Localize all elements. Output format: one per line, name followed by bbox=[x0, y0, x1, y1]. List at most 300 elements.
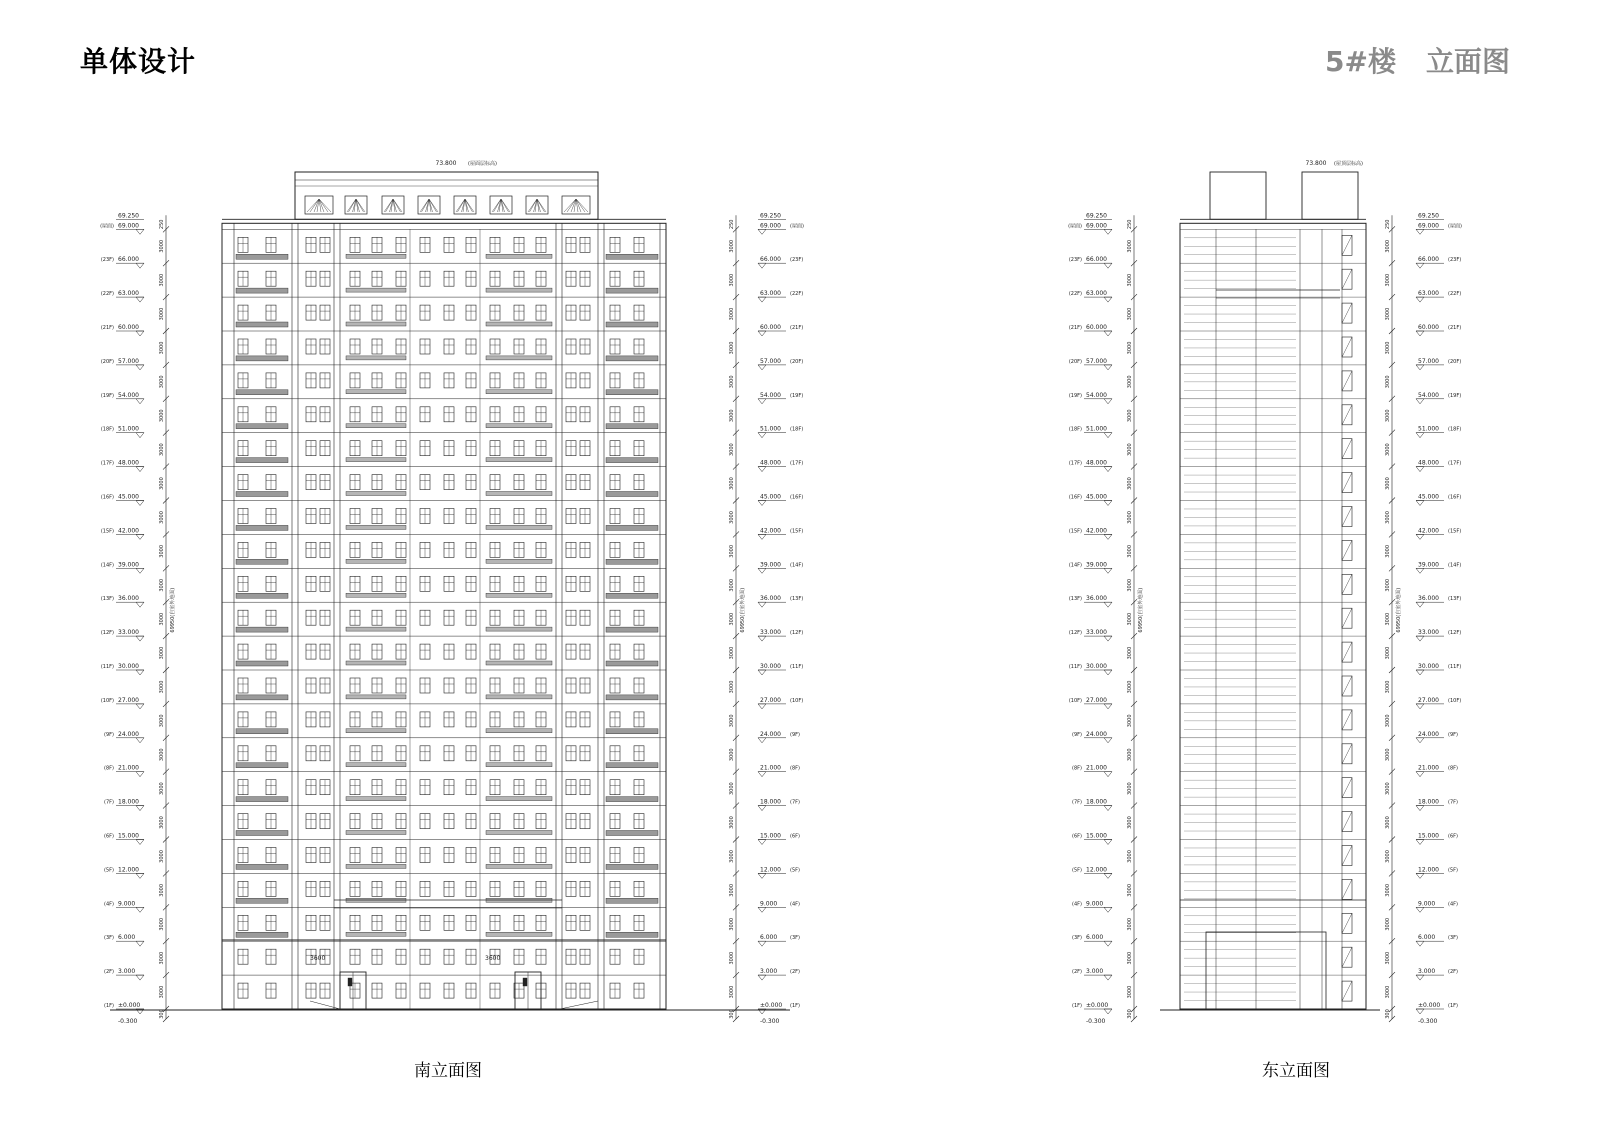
level-floor: (12F) bbox=[100, 630, 114, 637]
level-floor: (7F) bbox=[1448, 799, 1458, 806]
floor-height-dimension: 3000 bbox=[1127, 782, 1133, 796]
floor-height-dimension: 3000 bbox=[1127, 477, 1133, 490]
floor-height-dimension: 3000 bbox=[1385, 680, 1391, 694]
floor-height-dimension: 3000 bbox=[1127, 917, 1133, 931]
balcony-rail bbox=[236, 356, 288, 361]
floor-height-dimension: 3000 bbox=[1385, 443, 1391, 457]
balcony-rail bbox=[486, 593, 552, 597]
level-marker bbox=[136, 433, 144, 438]
balcony-rail bbox=[606, 729, 658, 734]
level-floor: (12F) bbox=[1068, 630, 1082, 637]
level-marker bbox=[758, 467, 766, 472]
level-floor: (23F) bbox=[1068, 257, 1082, 264]
level-elevation: 66.000 bbox=[118, 256, 139, 264]
level-elevation: 54.000 bbox=[1086, 391, 1107, 399]
balcony-rail bbox=[346, 288, 406, 292]
level-floor: (20F) bbox=[790, 358, 804, 365]
crown-vent bbox=[454, 196, 476, 214]
base-height-dimension: 300 bbox=[159, 1009, 165, 1019]
ramp bbox=[560, 1001, 598, 1009]
level-marker bbox=[1104, 738, 1112, 743]
balcony-rail bbox=[486, 559, 552, 563]
balcony-rail bbox=[346, 831, 406, 835]
level-marker bbox=[758, 670, 766, 675]
level-elevation: 66.000 bbox=[1086, 256, 1107, 264]
level-marker bbox=[758, 602, 766, 607]
level-floor: (20F) bbox=[100, 358, 114, 365]
total-height-dimension: 69950(自室外地面) bbox=[740, 587, 746, 633]
floor-height-dimension: 3000 bbox=[1385, 273, 1391, 287]
level-marker bbox=[1104, 840, 1112, 845]
level-elevation: 30.000 bbox=[1086, 663, 1107, 670]
level-floor: (17F) bbox=[1068, 460, 1082, 467]
floor-height-dimension: 3000 bbox=[1385, 646, 1391, 660]
level-elevation: 9.000 bbox=[118, 900, 136, 908]
floor-height-dimension: 3000 bbox=[159, 816, 165, 829]
floor-height-dimension: 3000 bbox=[1385, 850, 1391, 863]
vent-hatch bbox=[576, 199, 585, 212]
east-window-diagonal bbox=[1342, 879, 1352, 899]
level-marker bbox=[1416, 975, 1424, 980]
crown-vent bbox=[490, 196, 512, 214]
balcony-rail bbox=[346, 424, 406, 428]
parapet-elevation: 69.250 bbox=[1086, 212, 1107, 220]
level-floor: (15F) bbox=[790, 528, 804, 535]
level-floor: (21F) bbox=[790, 325, 804, 331]
level-floor: (9F) bbox=[104, 731, 114, 738]
level-elevation: 48.000 bbox=[118, 459, 139, 467]
section-title: 单体设计 bbox=[80, 45, 197, 78]
level-elevation: 63.000 bbox=[1418, 290, 1439, 298]
level-marker bbox=[1104, 365, 1112, 370]
level-marker bbox=[1104, 907, 1112, 912]
level-floor: (15F) bbox=[100, 528, 114, 535]
level-floor: (22F) bbox=[1448, 291, 1462, 298]
level-marker bbox=[1104, 433, 1112, 438]
level-floor: (13F) bbox=[790, 596, 804, 603]
level-marker bbox=[136, 534, 144, 539]
level-marker bbox=[1416, 297, 1424, 302]
total-height-dimension: 69950(自室外地面) bbox=[1138, 587, 1144, 633]
floor-height-dimension: 3000 bbox=[1127, 612, 1133, 626]
level-elevation: 24.000 bbox=[1418, 730, 1439, 738]
south-top-elevation: 73.800 bbox=[435, 160, 457, 167]
level-floor: (4F) bbox=[1072, 901, 1082, 908]
level-marker bbox=[1416, 704, 1424, 709]
balcony-rail bbox=[606, 288, 658, 293]
level-elevation: 30.000 bbox=[1418, 663, 1439, 670]
balcony-rail bbox=[236, 458, 288, 463]
south-top-note: (屋面层标高) bbox=[468, 161, 497, 167]
balcony-rail bbox=[486, 864, 552, 868]
balcony-rail bbox=[486, 356, 552, 360]
level-elevation: ±0.000 bbox=[1086, 1002, 1109, 1009]
level-floor: (16F) bbox=[790, 494, 804, 501]
east-window-diagonal bbox=[1342, 405, 1352, 425]
level-marker bbox=[136, 941, 144, 946]
east-window-diagonal bbox=[1342, 473, 1352, 493]
level-marker bbox=[758, 501, 766, 506]
level-floor: (屋面) bbox=[1068, 223, 1082, 230]
level-floor: (18F) bbox=[790, 426, 804, 433]
parapet-height-dimension: 250 bbox=[729, 219, 735, 230]
level-marker bbox=[1416, 263, 1424, 268]
floor-height-dimension: 3000 bbox=[1127, 850, 1133, 863]
level-floor: (21F) bbox=[100, 325, 114, 331]
level-floor: (11F) bbox=[100, 664, 114, 670]
dimension-annotations bbox=[100, 212, 1462, 1025]
level-elevation: 45.000 bbox=[760, 493, 781, 501]
level-floor: (2F) bbox=[1448, 969, 1458, 976]
level-elevation: 63.000 bbox=[1086, 290, 1107, 298]
balcony-rail bbox=[236, 729, 288, 734]
vent-hatch bbox=[319, 199, 324, 212]
level-floor: (23F) bbox=[1448, 257, 1462, 264]
level-floor: (1F) bbox=[1072, 1003, 1082, 1009]
floor-height-dimension: 3000 bbox=[159, 714, 165, 728]
balcony-rail bbox=[606, 797, 658, 802]
floor-height-dimension: 3000 bbox=[159, 511, 165, 524]
level-floor: (3F) bbox=[104, 935, 114, 942]
floor-height-dimension: 3000 bbox=[1127, 985, 1133, 999]
level-elevation: 18.000 bbox=[760, 798, 781, 806]
balcony-rail bbox=[236, 831, 288, 836]
floor-height-dimension: 3000 bbox=[729, 646, 735, 660]
balcony-rail bbox=[606, 932, 658, 937]
level-elevation: 39.000 bbox=[1086, 561, 1107, 569]
floor-height-dimension: 3000 bbox=[1385, 307, 1391, 321]
balcony-rail bbox=[236, 254, 288, 259]
level-marker bbox=[758, 636, 766, 641]
level-elevation: 66.000 bbox=[1418, 256, 1439, 264]
level-floor: (9F) bbox=[790, 731, 800, 738]
level-marker bbox=[136, 297, 144, 302]
floor-height-dimension: 3000 bbox=[1127, 646, 1133, 660]
level-floor: (15F) bbox=[1448, 528, 1462, 535]
balcony-rail bbox=[606, 695, 658, 700]
balcony-rail bbox=[486, 627, 552, 631]
level-floor: (1F) bbox=[790, 1003, 800, 1009]
level-marker bbox=[1416, 873, 1424, 878]
level-floor: (12F) bbox=[790, 630, 804, 637]
balcony-rail bbox=[486, 492, 552, 496]
balcony-rail bbox=[606, 898, 658, 903]
level-marker bbox=[136, 840, 144, 845]
floor-height-dimension: 3000 bbox=[1385, 917, 1391, 931]
level-marker bbox=[1104, 331, 1112, 336]
floor-height-dimension: 3000 bbox=[729, 850, 735, 863]
level-marker bbox=[1104, 263, 1112, 268]
floor-height-dimension: 3000 bbox=[159, 578, 165, 592]
floor-height-dimension: 3000 bbox=[1127, 883, 1133, 897]
level-elevation: 69.000 bbox=[760, 222, 781, 230]
floor-height-dimension: 3000 bbox=[159, 951, 165, 965]
level-marker bbox=[1416, 568, 1424, 573]
level-elevation: 27.000 bbox=[1086, 696, 1107, 704]
floor-height-dimension: 3000 bbox=[1127, 443, 1133, 457]
level-floor: (7F) bbox=[104, 799, 114, 806]
floor-height-dimension: 3000 bbox=[159, 544, 165, 558]
balcony-rail bbox=[346, 356, 406, 360]
level-marker bbox=[1416, 365, 1424, 370]
level-marker bbox=[758, 941, 766, 946]
level-floor: (10F) bbox=[1068, 697, 1082, 704]
level-floor: (17F) bbox=[100, 460, 114, 467]
vent-hatch bbox=[319, 199, 328, 212]
floor-height-dimension: 3000 bbox=[159, 883, 165, 897]
floor-height-dimension: 3000 bbox=[729, 951, 735, 965]
entrance-arrow bbox=[523, 978, 527, 986]
level-floor: (4F) bbox=[104, 901, 114, 908]
level-elevation: 39.000 bbox=[118, 561, 139, 569]
level-floor: (10F) bbox=[100, 697, 114, 704]
crown-vent bbox=[345, 196, 367, 214]
level-elevation: 39.000 bbox=[1418, 561, 1439, 569]
level-elevation: 18.000 bbox=[1418, 798, 1439, 806]
level-elevation: 15.000 bbox=[1086, 832, 1107, 840]
level-marker bbox=[1416, 907, 1424, 912]
level-marker bbox=[1104, 975, 1112, 980]
floor-height-dimension: 3000 bbox=[1127, 816, 1133, 829]
floor-height-dimension: 3000 bbox=[729, 612, 735, 626]
level-marker bbox=[1104, 704, 1112, 709]
level-floor: (9F) bbox=[1448, 731, 1458, 738]
east-window-diagonal bbox=[1342, 981, 1352, 1001]
level-marker bbox=[136, 399, 144, 404]
level-elevation: 60.000 bbox=[118, 324, 139, 331]
level-elevation: 9.000 bbox=[1418, 900, 1436, 908]
balcony-rail bbox=[346, 254, 406, 258]
balcony-rail bbox=[346, 797, 406, 801]
base-height-dimension: 300 bbox=[1385, 1009, 1391, 1019]
level-elevation: 57.000 bbox=[1086, 357, 1107, 365]
floor-height-dimension: 3000 bbox=[1127, 578, 1133, 592]
balcony-rail bbox=[486, 254, 552, 258]
level-marker bbox=[1416, 467, 1424, 472]
level-floor: (19F) bbox=[790, 392, 804, 399]
level-elevation: 15.000 bbox=[760, 832, 781, 840]
east-window-diagonal bbox=[1342, 676, 1352, 696]
balcony-rail bbox=[346, 593, 406, 597]
balcony-rail bbox=[236, 288, 288, 293]
level-marker bbox=[1104, 229, 1112, 234]
level-marker bbox=[1416, 602, 1424, 607]
level-floor: (20F) bbox=[1448, 358, 1462, 365]
floor-height-dimension: 3000 bbox=[159, 782, 165, 796]
level-marker bbox=[758, 704, 766, 709]
entrance-dimension: 3600 bbox=[310, 955, 326, 962]
level-elevation: 42.000 bbox=[1086, 527, 1107, 535]
floor-height-dimension: 3000 bbox=[1385, 985, 1391, 999]
balcony-rail bbox=[606, 390, 658, 395]
floor-height-dimension: 3000 bbox=[729, 985, 735, 999]
vent-hatch bbox=[310, 199, 319, 212]
floor-height-dimension: 3000 bbox=[1127, 714, 1133, 728]
floor-height-dimension: 3000 bbox=[729, 307, 735, 321]
east-window-diagonal bbox=[1342, 812, 1352, 832]
level-marker bbox=[758, 975, 766, 980]
level-floor: (18F) bbox=[1448, 426, 1462, 433]
level-elevation: 66.000 bbox=[760, 256, 781, 264]
level-elevation: 54.000 bbox=[1418, 391, 1439, 399]
level-marker bbox=[136, 229, 144, 234]
entrance-arrow bbox=[348, 978, 352, 986]
balcony-rail bbox=[486, 458, 552, 462]
balcony-rail bbox=[346, 763, 406, 767]
balcony-rail bbox=[606, 424, 658, 429]
level-marker bbox=[1416, 738, 1424, 743]
level-elevation: 57.000 bbox=[760, 357, 781, 365]
base-height-dimension: 300 bbox=[1127, 1009, 1133, 1019]
level-marker bbox=[136, 365, 144, 370]
level-elevation: 6.000 bbox=[760, 934, 778, 942]
balcony-rail bbox=[606, 356, 658, 361]
parapet-elevation: 69.250 bbox=[760, 212, 781, 220]
level-marker bbox=[1104, 941, 1112, 946]
floor-height-dimension: 3000 bbox=[1127, 511, 1133, 524]
east-window-diagonal bbox=[1342, 337, 1352, 357]
floor-height-dimension: 3000 bbox=[729, 782, 735, 796]
level-elevation: 45.000 bbox=[118, 493, 139, 501]
level-marker bbox=[136, 704, 144, 709]
level-marker bbox=[758, 297, 766, 302]
floor-height-dimension: 3000 bbox=[729, 375, 735, 389]
level-floor: (1F) bbox=[1448, 1003, 1458, 1009]
balcony-rail bbox=[346, 695, 406, 699]
level-elevation: 6.000 bbox=[118, 934, 136, 942]
level-marker bbox=[758, 365, 766, 370]
parapet-elevation: 69.250 bbox=[1418, 212, 1439, 220]
level-marker bbox=[758, 263, 766, 268]
level-marker bbox=[1104, 873, 1112, 878]
level-elevation: 54.000 bbox=[760, 391, 781, 399]
level-elevation: 39.000 bbox=[760, 561, 781, 569]
level-floor: (19F) bbox=[1448, 392, 1462, 399]
level-floor: (9F) bbox=[1072, 731, 1082, 738]
level-marker bbox=[1104, 1009, 1112, 1014]
level-elevation: 51.000 bbox=[1418, 425, 1439, 433]
balcony-rail bbox=[236, 492, 288, 497]
balcony-rail bbox=[236, 322, 288, 327]
level-elevation: 12.000 bbox=[760, 866, 781, 874]
floor-height-dimension: 3000 bbox=[159, 239, 165, 253]
floor-height-dimension: 3000 bbox=[729, 511, 735, 524]
base-height-dimension: 300 bbox=[729, 1009, 735, 1019]
level-floor: (14F) bbox=[100, 562, 114, 569]
balcony-rail bbox=[236, 559, 288, 564]
parapet-elevation: 69.250 bbox=[118, 212, 139, 220]
building-label: 5#楼 bbox=[1325, 45, 1396, 78]
base-elevation: -0.300 bbox=[118, 1018, 138, 1025]
balcony-rail bbox=[236, 695, 288, 700]
level-elevation: 51.000 bbox=[118, 425, 139, 433]
balcony-rail bbox=[236, 390, 288, 395]
level-marker bbox=[1416, 331, 1424, 336]
level-elevation: 15.000 bbox=[118, 832, 139, 840]
level-elevation: 45.000 bbox=[1418, 493, 1439, 501]
balcony-rail bbox=[486, 424, 552, 428]
level-marker bbox=[1104, 534, 1112, 539]
level-elevation: 60.000 bbox=[1086, 324, 1107, 331]
floor-height-dimension: 3000 bbox=[1127, 748, 1133, 762]
balcony-rail bbox=[346, 661, 406, 665]
level-floor: (12F) bbox=[1448, 630, 1462, 637]
east-window-diagonal bbox=[1342, 947, 1352, 967]
floor-height-dimension: 3000 bbox=[1385, 782, 1391, 796]
balcony-rail bbox=[486, 932, 552, 936]
floor-height-dimension: 3000 bbox=[159, 917, 165, 931]
level-marker bbox=[1104, 467, 1112, 472]
floor-height-dimension: 3000 bbox=[159, 375, 165, 389]
floor-height-dimension: 3000 bbox=[729, 409, 735, 423]
floor-height-dimension: 3000 bbox=[1127, 341, 1133, 355]
level-floor: (13F) bbox=[1068, 596, 1082, 603]
balcony-rail bbox=[236, 627, 288, 632]
floor-height-dimension: 3000 bbox=[729, 680, 735, 694]
east-elevation-caption: 东立面图 bbox=[1262, 1061, 1330, 1081]
floor-height-dimension: 3000 bbox=[729, 883, 735, 897]
east-window-diagonal bbox=[1342, 371, 1352, 391]
level-marker bbox=[1104, 636, 1112, 641]
level-floor: (19F) bbox=[100, 392, 114, 399]
level-marker bbox=[758, 840, 766, 845]
level-marker bbox=[136, 602, 144, 607]
level-floor: (18F) bbox=[1068, 426, 1082, 433]
east-window-diagonal bbox=[1342, 744, 1352, 764]
level-marker bbox=[758, 433, 766, 438]
crown-vent bbox=[562, 196, 590, 214]
level-elevation: 30.000 bbox=[760, 663, 781, 670]
level-marker bbox=[1104, 670, 1112, 675]
level-floor: (屋面) bbox=[100, 223, 114, 230]
parapet-height-dimension: 250 bbox=[1385, 219, 1391, 230]
floor-height-dimension: 3000 bbox=[1385, 239, 1391, 253]
level-elevation: 51.000 bbox=[760, 425, 781, 433]
level-elevation: ±0.000 bbox=[118, 1002, 141, 1009]
east-roof-block bbox=[1210, 172, 1266, 219]
level-floor: (19F) bbox=[1068, 392, 1082, 399]
level-marker bbox=[1416, 670, 1424, 675]
east-window-diagonal bbox=[1342, 913, 1352, 933]
level-marker bbox=[1104, 501, 1112, 506]
level-marker bbox=[758, 229, 766, 234]
east-window-diagonal bbox=[1342, 778, 1352, 798]
floor-height-dimension: 3000 bbox=[159, 341, 165, 355]
east-window-diagonal bbox=[1342, 507, 1352, 527]
level-elevation: 51.000 bbox=[1086, 425, 1107, 433]
balcony-rail bbox=[236, 797, 288, 802]
level-floor: (8F) bbox=[104, 765, 114, 772]
level-marker bbox=[1416, 433, 1424, 438]
east-window-diagonal bbox=[1342, 439, 1352, 459]
level-floor: (16F) bbox=[1448, 494, 1462, 501]
east-facade-outline bbox=[1180, 223, 1366, 1009]
level-elevation: 33.000 bbox=[760, 629, 781, 637]
level-marker bbox=[136, 907, 144, 912]
level-elevation: 24.000 bbox=[760, 730, 781, 738]
crown-vent bbox=[382, 196, 404, 214]
level-elevation: 69.000 bbox=[1418, 222, 1439, 230]
level-marker bbox=[1104, 772, 1112, 777]
level-marker bbox=[1416, 772, 1424, 777]
floor-height-dimension: 3000 bbox=[159, 748, 165, 762]
east-window-diagonal bbox=[1342, 235, 1352, 255]
level-elevation: 33.000 bbox=[1086, 629, 1107, 637]
floor-height-dimension: 3000 bbox=[1385, 375, 1391, 389]
level-floor: (10F) bbox=[1448, 697, 1462, 704]
level-elevation: 36.000 bbox=[1086, 595, 1107, 603]
level-marker bbox=[136, 772, 144, 777]
